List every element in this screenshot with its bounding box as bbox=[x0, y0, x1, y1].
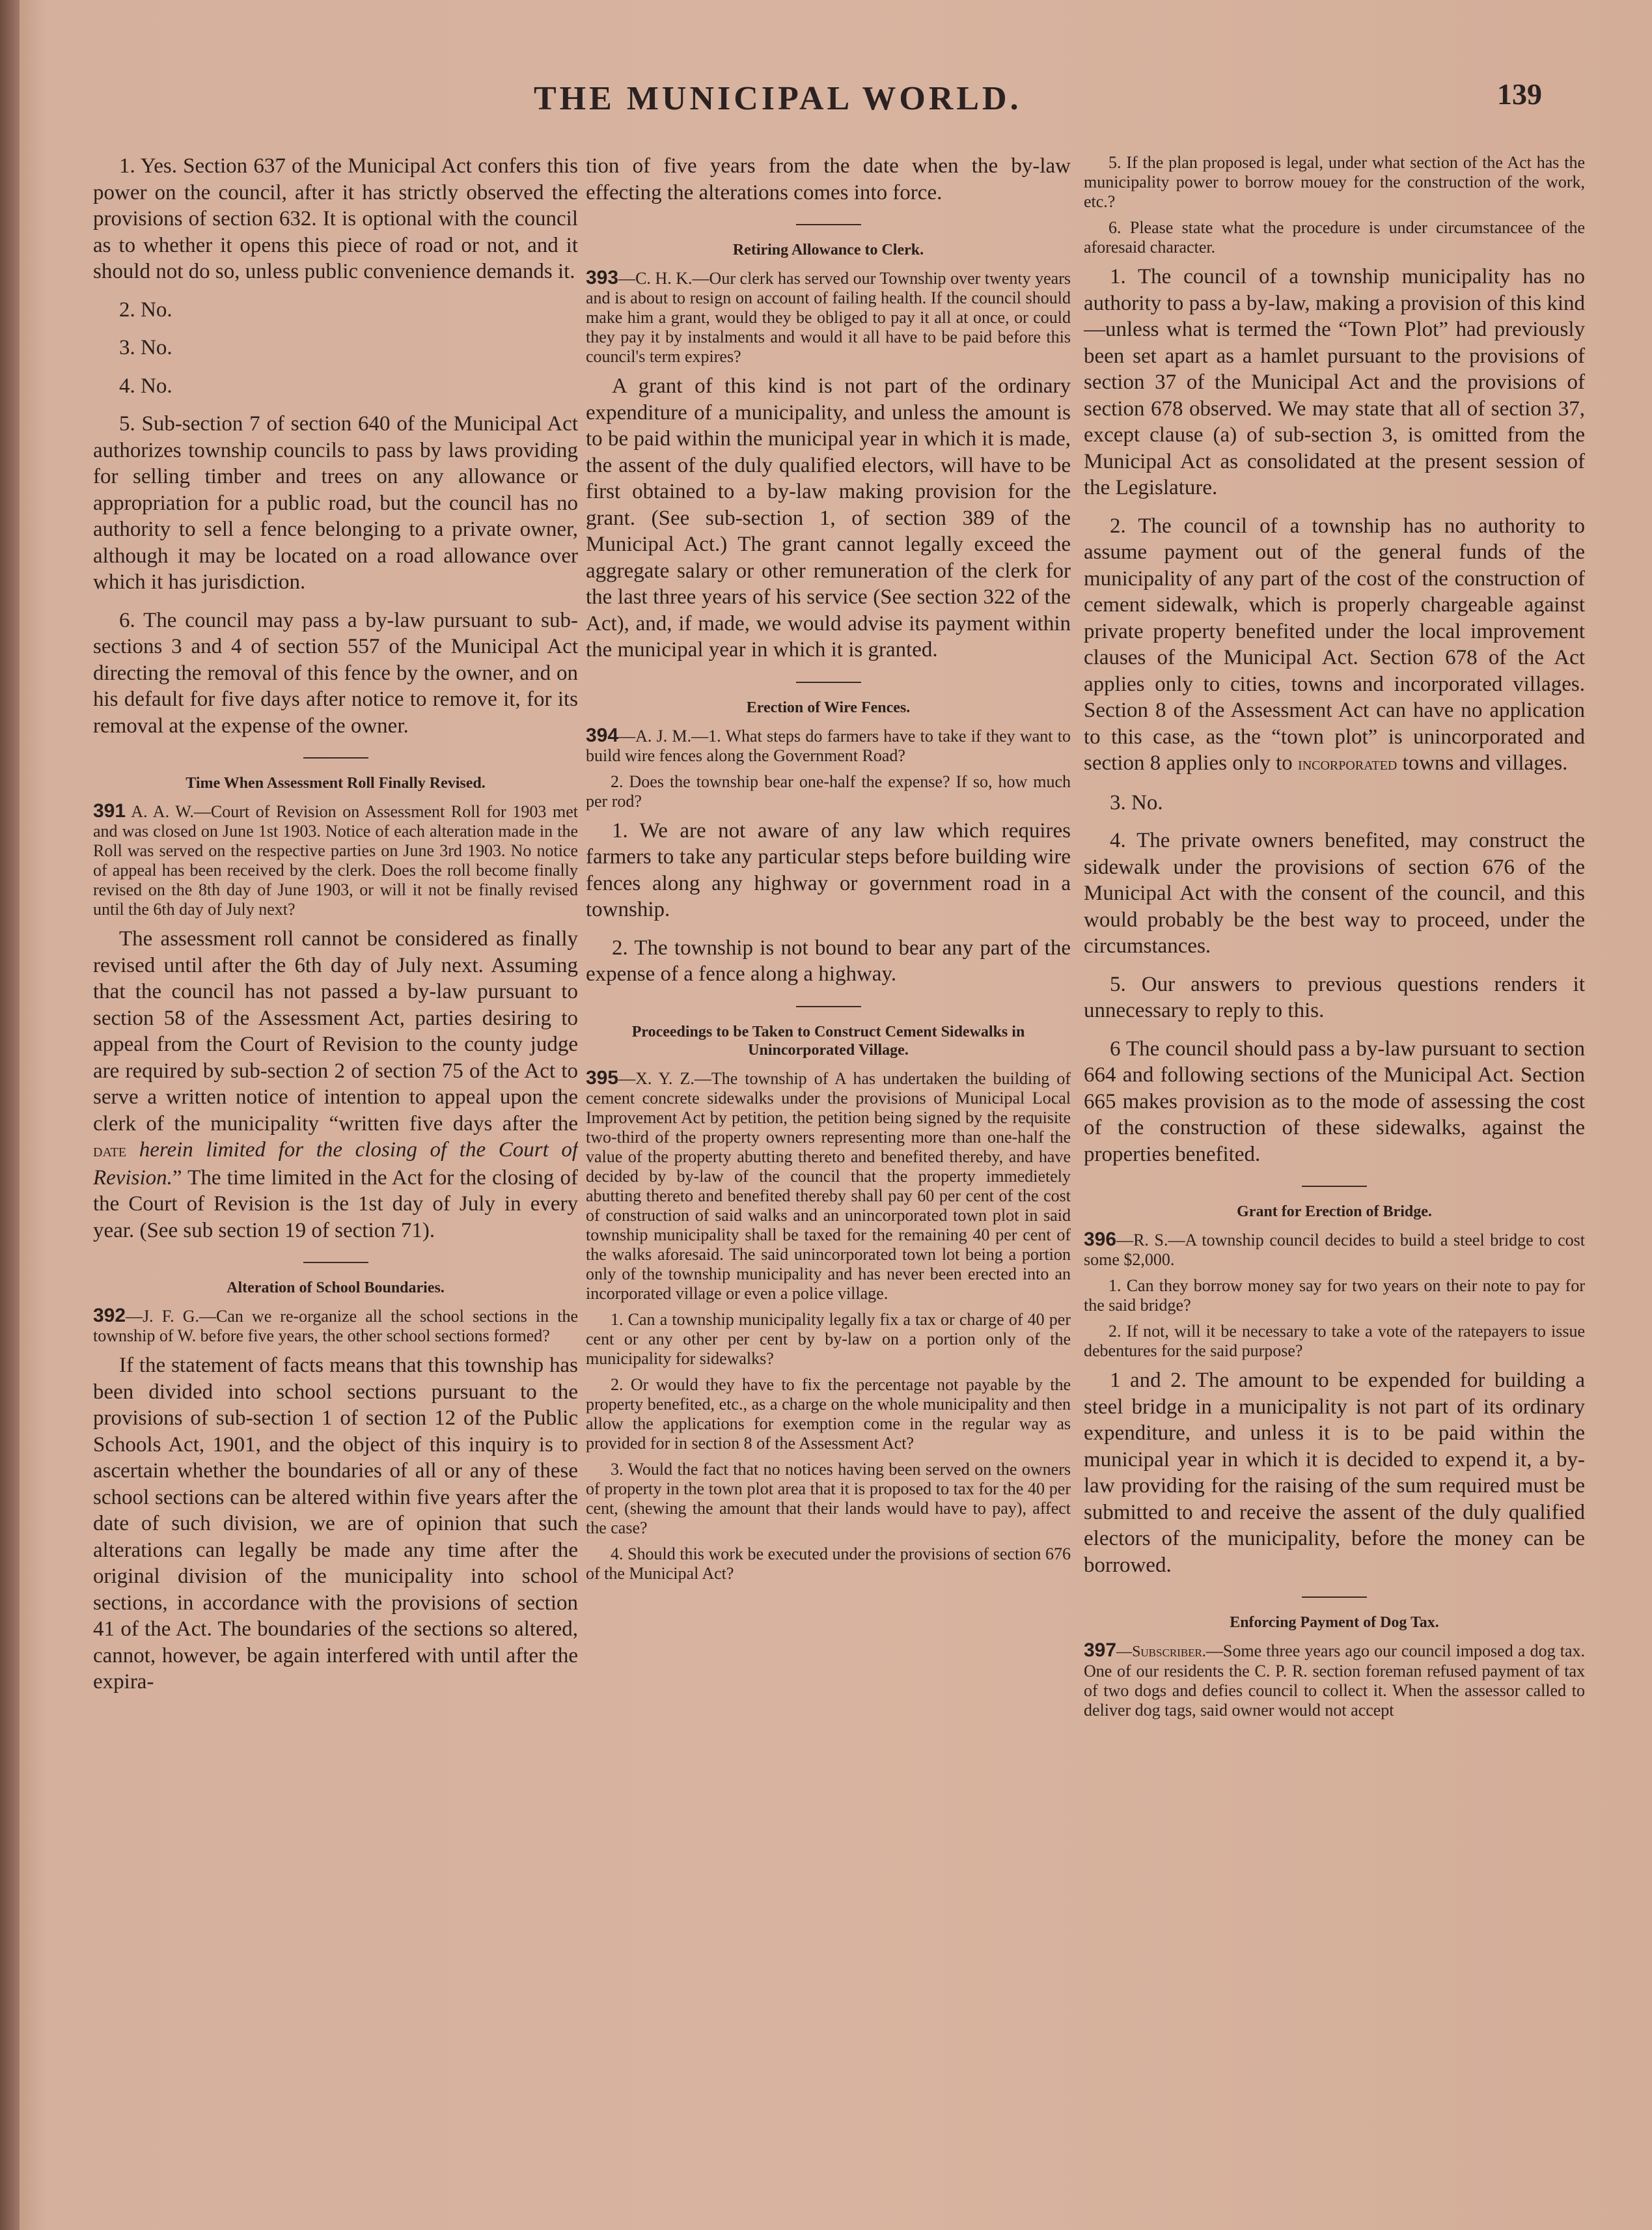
section-heading: Grant for Erection of Bridge. bbox=[1237, 1203, 1432, 1220]
question-text: —C. H. K.—Our clerk has served our Township over twenty years and is about to resign on account of failing health. If the council should make him a grant, would they be obliged to pay it all at once, or could they pay it by instalments and would it all have to be paid before this council's term expires? bbox=[586, 269, 1071, 366]
question-number: 395 bbox=[586, 1066, 619, 1089]
question-number: 391 bbox=[93, 800, 126, 822]
section-heading: Retiring Allowance to Clerk. bbox=[732, 242, 924, 258]
section-divider bbox=[796, 1006, 861, 1007]
answer-paragraph: 6. The council may pass a by-law pursuant to sub-sections 3 and 4 of section 557 of the Municipal Act directing the removal of this fence by the owner, and on his default for five days after notice to remove it, for its removal at the expense of the owner. bbox=[93, 608, 578, 738]
answer-paragraph: 5. Sub-section 7 of section 640 of the Municipal Act authorizes township councils to pass by laws providing for selling timber and trees on any allowance or appropriation for a public road, but the council has no authority to sell a fence belonging to a private owner, although it may be located on a road allowance over which it has jurisdiction. bbox=[93, 412, 578, 594]
question-text: —R. S.—A township council decides to build a steel bridge to cost some $2,000. bbox=[1084, 1231, 1585, 1269]
answer-smallcaps: incorporated bbox=[1298, 754, 1397, 774]
question-395-part: 4. Should this work be executed under the provisions of section 676 of the Municipal Act? bbox=[586, 1544, 1071, 1583]
answer-text: ” The time limited in the Act for the closing of the Court of Revision is the 1st day of July in every year. (See sub section 19 of section 71). bbox=[93, 1165, 578, 1242]
section-heading: Alteration of School Boundaries. bbox=[227, 1279, 445, 1296]
answer-395: 6 The council should pass a by-law pursuant to section 664 and following sections of the Municipal Act. Section 665 makes provision as to the mode of assessing the cost of the construction of these sidewalks, against the properties benefited. bbox=[1084, 1037, 1585, 1166]
answer-392: If the statement of facts means that this township has been divided into school sections pursuant to the provisions of sub-section 1 of section 12 of the Public Schools Act, 1901, and the object of this inquiry is to ascertain whether the boundaries of all or any of these school sections can be altered within five years after the date of such division, we are of opinion that such alterations can legally be made any time after the original division of the municipality into school sections, in accordance with the provisions of section 41 of the Act. The boundaries of the sections so altered, cannot, however, be again interfered with until after the expira- bbox=[93, 1354, 578, 1693]
page-number: 139 bbox=[1497, 77, 1542, 111]
section-divider bbox=[303, 757, 368, 759]
section-heading: Time When Assessment Roll Finally Revised. bbox=[186, 775, 486, 792]
answer-394: 2. The township is not bound to bear any part of the expense of a fence along a highway. bbox=[586, 936, 1071, 986]
question-number: 396 bbox=[1084, 1229, 1117, 1250]
question-395-part: 1. Can a township municipality legally fix a tax or charge of 40 per cent or any other per cent by by-law on a portion only of the municipality for sidewalks? bbox=[586, 1309, 1071, 1368]
question-text: —A. J. M.—1. What steps do farmers have to take if they want to build wire fences along the Government Road? bbox=[586, 726, 1071, 765]
question-394 bbox=[586, 726, 1071, 766]
answer-395 bbox=[1084, 513, 1585, 778]
section-divider bbox=[1302, 1596, 1367, 1598]
answer-395: 5. Our answers to previous questions renders it unnecessary to reply to this. bbox=[1084, 972, 1585, 1022]
question-number: 392 bbox=[93, 1305, 126, 1326]
question-text: —Some three years ago our council imposed a dog tax. One of our residents the C. P. R. section foreman refused payment of tax of two dogs and defies council to collect it. When the assessor called to deliver dog tags, said owner would not accept bbox=[1084, 1641, 1585, 1720]
answer-italic: herein limited for the closing of the Court of Revision. bbox=[93, 1138, 578, 1190]
answer-paragraph: 4. No. bbox=[119, 374, 172, 398]
answer-394: 1. We are not aware of any law which requires farmers to take any particular steps before building wire fences along any highway or government road in a township. bbox=[586, 818, 1071, 921]
question-number: 393 bbox=[586, 267, 619, 288]
section-divider bbox=[796, 682, 861, 683]
answer-paragraph: 1. Yes. Section 637 of the Municipal Act confers this power on the council, after it has strictly observed the provisions of section 632. It is optional with the council as to whether it opens this piece of road or not, and it should not do so, unless public convenience demands it. bbox=[93, 154, 578, 283]
masthead-title: THE MUNICIPAL WORLD. bbox=[534, 80, 1022, 117]
answer-393: A grant of this kind is not part of the ordinary expenditure of a municipality, and unless the amount is to be paid within the municipal year in which it is made, the assent of the duly qualified electors, will have to be first obtained to a by-law making provision for the grant. (See sub-section 1, of section 389 of the Municipal Act.) The grant cannot legally exceed the aggregate salary or other remuneration of the clerk for the last three years of his service (See section 322 of the Act), and, if made, we would advise its payment within the municipal year in which it is granted. bbox=[586, 374, 1071, 662]
answer-text: towns and villages. bbox=[1397, 751, 1568, 775]
binding-gutter bbox=[0, 0, 20, 2230]
question-392 bbox=[93, 1306, 578, 1346]
answer-smallcaps: date bbox=[93, 1141, 127, 1161]
answer-paragraph: 3. No. bbox=[119, 336, 172, 359]
answer-text: 2. The council of a township has no authority to assume payment out of the general funds of the municipality of any part of the cost of the construction of cement sidewalk, which is properly chargeable against private property benefited under the local improvement clauses of the Municipal Act. Section 678 of the Act applies only to cities, towns and incorporated villages. Section 8 of the Assessment Act can have no application to this case, as the “town plot” is unincorporated and section 8 applies only to bbox=[1084, 514, 1585, 775]
answer-paragraph: 2. No. bbox=[119, 298, 172, 322]
answer-395: 3. No. bbox=[1110, 790, 1163, 815]
section-divider bbox=[1302, 1186, 1367, 1187]
answer-395: 4. The private owners benefited, may construct the sidewalk under the provisions of section 676 of the Municipal Act with the consent of the council, and this would probably be the best way to proceed, under the circumstances. bbox=[1084, 829, 1585, 958]
column-right bbox=[1084, 153, 1585, 2165]
question-396-part: 1. Can they borrow money say for two years on their note to pay for the said bridge? bbox=[1084, 1276, 1585, 1315]
question-394-part: 2. Does the township bear one-half the expense? If so, how much per rod? bbox=[586, 772, 1071, 811]
question-text: —J. F. G.—Can we re-organize all the school sections in the township of W. before five years, the other school sections formed? bbox=[93, 1307, 578, 1345]
column-left bbox=[93, 153, 578, 2165]
question-397 bbox=[1084, 1641, 1585, 1720]
question-395-part: 5. If the plan proposed is legal, under what section of the Act has the municipality power to borrow mouey for the construction of the work, etc.? bbox=[1084, 153, 1585, 211]
question-number: 394 bbox=[586, 724, 619, 746]
question-395 bbox=[586, 1068, 1071, 1303]
question-395-part: 6. Please state what the procedure is under circumstancee of the aforesaid character. bbox=[1084, 218, 1585, 257]
question-396 bbox=[1084, 1230, 1585, 1270]
section-divider bbox=[303, 1262, 368, 1263]
question-number: 397 bbox=[1084, 1639, 1117, 1661]
answer-396: 1 and 2. The amount to be expended for building a steel bridge in a municipality is not part of its ordinary expenditure, and unless it is to be paid within the municipal year in which it is decided to expend it, a by-law providing for the raising of the sum required must be submitted to and receive the assent of the duly qualified electors of the municipality, before the money can be borrowed. bbox=[1084, 1369, 1585, 1577]
section-heading: Erection of Wire Fences. bbox=[746, 699, 911, 716]
answer-392-continued: tion of five years from the date when the by-law effecting the alterations comes into force. bbox=[586, 154, 1071, 204]
section-heading: Proceedings to be Taken to Construct Cement Sidewalks in Unincorporated Village. bbox=[631, 1023, 1025, 1059]
question-393 bbox=[586, 268, 1071, 367]
question-sender: —Subscriber. bbox=[1116, 1643, 1206, 1660]
answer-391 bbox=[93, 926, 578, 1244]
question-395-part: 3. Would the fact that no notices having been served on the owners of property in the town plot area that it is proposed to tax for the 40 per cent, (shewing the amount that their lands would have to pay), affect the case? bbox=[586, 1459, 1071, 1537]
question-391 bbox=[93, 801, 578, 919]
column-middle bbox=[586, 153, 1071, 2165]
question-396-part: 2. If not, will it be necessary to take a vote of the ratepayers to issue debentures for the said purpose? bbox=[1084, 1322, 1585, 1360]
answer-395: 1. The council of a township municipality has no authority to pass a by-law, making a provision of this kind—unless what is termed the “Town Plot” had previously been set apart as a hamlet pursuant to the provisions of section 37 of the Municipal Act and the provisions of section 678 observed. We may state that all of section 37, except clause (a) of sub-section 3, is omitted from the Municipal Act as consolidated at the present session of the Legislature. bbox=[1084, 265, 1585, 499]
question-text: —X. Y. Z.—The township of A has undertaken the building of cement concrete sidewalks under the provisions of Municipal Local Improvement Act by petition, the petition being signed by the requisite two-third of the property owners representing more than one-half the value of the property abutting thereto and benefited thereby, and have decided by by-law of the council that the property immedietely abutting thereto and benefited thereby shall pay 60 per cent of the cost of construction of said walks and an unincorporated town plot in said township municipality shall be taxed for the remaining 40 per cent of the walks aforesaid. The said unincorporated town lot being a portion only of the township municipality and has never been erected into an incorporated village or even a police village. bbox=[586, 1068, 1071, 1303]
answer-text: The assessment roll cannot be considered as finally revised until after the 6th day of July next. Assuming that the council has not passed a by-law pursuant to section 58 of the Assessment Act, parties desiring to appeal from the Court of Revision to the county judge are required by sub-section 2 of section 75 of the Act to serve a written notice of intention to appeal upon the clerk of the municipality “written five days after the bbox=[93, 927, 578, 1136]
question-text: A. A. W.—Court of Revision on Assessment Roll for 1903 met and was closed on June 1st 1903. Notice of each alteration made in the Roll was served on the respective parties on June 3rd 1903. No notice of appeal has been received by the clerk. Does the roll become finally revised on the 8th day of June 1903, or will it not be finally revised until the 6th day of July next? bbox=[93, 802, 578, 919]
section-divider bbox=[796, 224, 861, 225]
question-395-part: 2. Or would they have to fix the percentage not payable by the property benefited, etc., as a charge on the whole municipality and then allow the applications for exemption come in the regular way as provided for in section 8 of the Assessment Act? bbox=[586, 1374, 1071, 1453]
section-heading: Enforcing Payment of Dog Tax. bbox=[1230, 1614, 1439, 1631]
